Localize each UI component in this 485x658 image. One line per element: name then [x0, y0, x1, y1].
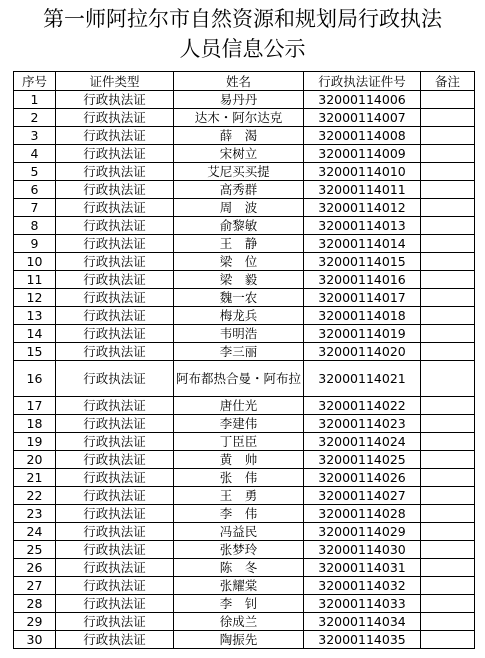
cell-index: 23 [14, 505, 56, 523]
cell-name: 丁臣臣 [174, 433, 304, 451]
cell-cert-type: 行政执法证 [56, 487, 174, 505]
cell-note [421, 469, 475, 487]
personnel-table [13, 71, 475, 649]
cell-cert-type: 行政执法证 [56, 325, 174, 343]
cell-note [421, 361, 475, 397]
header-index: 序号 [14, 72, 56, 91]
table-row [14, 163, 475, 181]
cell-cert-type: 行政执法证 [56, 397, 174, 415]
cell-index: 12 [14, 289, 56, 307]
cell-cert-number: 32000114011 [304, 181, 421, 199]
header-name: 姓名 [174, 72, 304, 91]
cell-index: 9 [14, 235, 56, 253]
cell-cert-type: 行政执法证 [56, 559, 174, 577]
table-row [14, 469, 475, 487]
cell-cert-type: 行政执法证 [56, 523, 174, 541]
cell-index: 22 [14, 487, 56, 505]
cell-cert-type: 行政执法证 [56, 181, 174, 199]
table-row [14, 199, 475, 217]
cell-name: 梅龙兵 [174, 307, 304, 325]
table-row [14, 109, 475, 127]
cell-cert-number: 32000114033 [304, 595, 421, 613]
table-row [14, 433, 475, 451]
cell-note [421, 199, 475, 217]
cell-note [421, 145, 475, 163]
header-cert-type: 证件类型 [56, 72, 174, 91]
cell-cert-number: 32000114032 [304, 577, 421, 595]
cell-note [421, 487, 475, 505]
cell-index: 25 [14, 541, 56, 559]
cell-cert-type: 行政执法证 [56, 235, 174, 253]
cell-cert-number: 32000114015 [304, 253, 421, 271]
table-row [14, 397, 475, 415]
cell-note [421, 595, 475, 613]
cell-cert-type: 行政执法证 [56, 451, 174, 469]
cell-cert-number: 32000114024 [304, 433, 421, 451]
table-row [14, 487, 475, 505]
cell-note [421, 325, 475, 343]
cell-cert-type: 行政执法证 [56, 577, 174, 595]
cell-name: 阿布都热合曼・阿布拉 [174, 361, 304, 397]
cell-cert-type: 行政执法证 [56, 613, 174, 631]
cell-name: 李 伟 [174, 505, 304, 523]
table-row [14, 451, 475, 469]
cell-index: 27 [14, 577, 56, 595]
cell-index: 7 [14, 199, 56, 217]
cell-note [421, 451, 475, 469]
cell-cert-number: 32000114006 [304, 91, 421, 109]
table-row [14, 595, 475, 613]
table-row [14, 253, 475, 271]
header-cert-number: 行政执法证件号 [304, 72, 421, 91]
table-row [14, 415, 475, 433]
table-row [14, 541, 475, 559]
cell-cert-number: 32000114016 [304, 271, 421, 289]
cell-index: 13 [14, 307, 56, 325]
cell-index: 1 [14, 91, 56, 109]
cell-cert-number: 32000114035 [304, 631, 421, 649]
table-row [14, 559, 475, 577]
cell-cert-number: 32000114014 [304, 235, 421, 253]
cell-index: 6 [14, 181, 56, 199]
cell-index: 10 [14, 253, 56, 271]
cell-note [421, 289, 475, 307]
cell-index: 2 [14, 109, 56, 127]
cell-index: 19 [14, 433, 56, 451]
cell-cert-number: 32000114026 [304, 469, 421, 487]
cell-cert-type: 行政执法证 [56, 289, 174, 307]
cell-name: 俞黎敏 [174, 217, 304, 235]
cell-cert-type: 行政执法证 [56, 505, 174, 523]
cell-cert-type: 行政执法证 [56, 595, 174, 613]
cell-cert-type: 行政执法证 [56, 163, 174, 181]
table-row [14, 361, 475, 397]
table-row [14, 91, 475, 109]
cell-name: 黄 帅 [174, 451, 304, 469]
cell-name: 陶振先 [174, 631, 304, 649]
cell-index: 20 [14, 451, 56, 469]
cell-cert-number: 32000114019 [304, 325, 421, 343]
cell-cert-number: 32000114013 [304, 217, 421, 235]
cell-note [421, 127, 475, 145]
cell-cert-number: 32000114023 [304, 415, 421, 433]
cell-name: 周 波 [174, 199, 304, 217]
cell-name: 韦明浩 [174, 325, 304, 343]
cell-cert-type: 行政执法证 [56, 631, 174, 649]
cell-cert-number: 32000114031 [304, 559, 421, 577]
cell-index: 17 [14, 397, 56, 415]
cell-cert-number: 32000114021 [304, 361, 421, 397]
cell-cert-number: 32000114022 [304, 397, 421, 415]
cell-index: 3 [14, 127, 56, 145]
cell-note [421, 163, 475, 181]
cell-index: 11 [14, 271, 56, 289]
cell-name: 梁 位 [174, 253, 304, 271]
cell-cert-number: 32000114012 [304, 199, 421, 217]
cell-cert-number: 32000114030 [304, 541, 421, 559]
cell-cert-number: 32000114017 [304, 289, 421, 307]
table-row [14, 307, 475, 325]
cell-name: 高秀群 [174, 181, 304, 199]
cell-note [421, 415, 475, 433]
cell-cert-type: 行政执法证 [56, 127, 174, 145]
cell-name: 李建伟 [174, 415, 304, 433]
cell-name: 王 勇 [174, 487, 304, 505]
cell-name: 张耀棠 [174, 577, 304, 595]
cell-note [421, 559, 475, 577]
cell-note [421, 397, 475, 415]
cell-note [421, 271, 475, 289]
cell-note [421, 631, 475, 649]
table-row [14, 343, 475, 361]
cell-name: 魏一农 [174, 289, 304, 307]
table-row [14, 181, 475, 199]
cell-name: 梁 毅 [174, 271, 304, 289]
cell-note [421, 505, 475, 523]
cell-name: 王 静 [174, 235, 304, 253]
cell-note [421, 541, 475, 559]
cell-cert-number: 32000114027 [304, 487, 421, 505]
cell-note [421, 109, 475, 127]
cell-cert-number: 32000114034 [304, 613, 421, 631]
cell-index: 16 [14, 361, 56, 397]
cell-cert-type: 行政执法证 [56, 253, 174, 271]
cell-note [421, 307, 475, 325]
title-line-1: 第一师阿拉尔市自然资源和规划局行政执法 [43, 7, 442, 31]
cell-index: 29 [14, 613, 56, 631]
cell-note [421, 343, 475, 361]
cell-index: 24 [14, 523, 56, 541]
cell-cert-number: 32000114018 [304, 307, 421, 325]
cell-cert-type: 行政执法证 [56, 145, 174, 163]
cell-index: 4 [14, 145, 56, 163]
table-row [14, 613, 475, 631]
cell-note [421, 613, 475, 631]
table-row [14, 577, 475, 595]
cell-name: 艾尼买买提 [174, 163, 304, 181]
table-row [14, 235, 475, 253]
cell-name: 达木・阿尔达克 [174, 109, 304, 127]
cell-name: 易丹丹 [174, 91, 304, 109]
cell-cert-type: 行政执法证 [56, 91, 174, 109]
cell-cert-number: 32000114009 [304, 145, 421, 163]
cell-index: 30 [14, 631, 56, 649]
cell-cert-type: 行政执法证 [56, 307, 174, 325]
table-row [14, 217, 475, 235]
table-row [14, 145, 475, 163]
cell-name: 徐成兰 [174, 613, 304, 631]
cell-name: 张梦玲 [174, 541, 304, 559]
cell-index: 8 [14, 217, 56, 235]
cell-cert-type: 行政执法证 [56, 109, 174, 127]
table-row [14, 505, 475, 523]
cell-cert-number: 32000114029 [304, 523, 421, 541]
cell-cert-number: 32000114007 [304, 109, 421, 127]
cell-cert-number: 32000114028 [304, 505, 421, 523]
cell-name: 冯益民 [174, 523, 304, 541]
cell-index: 18 [14, 415, 56, 433]
cell-cert-type: 行政执法证 [56, 415, 174, 433]
cell-cert-type: 行政执法证 [56, 361, 174, 397]
title-line-2: 人员信息公示 [179, 37, 306, 61]
cell-cert-number: 32000114008 [304, 127, 421, 145]
table-header-row [14, 72, 475, 91]
cell-index: 5 [14, 163, 56, 181]
cell-name: 宋树立 [174, 145, 304, 163]
cell-index: 21 [14, 469, 56, 487]
cell-index: 15 [14, 343, 56, 361]
cell-index: 28 [14, 595, 56, 613]
table-body [14, 91, 475, 649]
table-row [14, 127, 475, 145]
cell-cert-type: 行政执法证 [56, 541, 174, 559]
table-row [14, 631, 475, 649]
cell-name: 李 钊 [174, 595, 304, 613]
table-row [14, 523, 475, 541]
cell-note [421, 577, 475, 595]
cell-index: 26 [14, 559, 56, 577]
cell-note [421, 235, 475, 253]
cell-name: 张 伟 [174, 469, 304, 487]
cell-cert-type: 行政执法证 [56, 199, 174, 217]
cell-note [421, 217, 475, 235]
cell-cert-type: 行政执法证 [56, 217, 174, 235]
table-row [14, 271, 475, 289]
cell-name: 薛 渴 [174, 127, 304, 145]
cell-note [421, 433, 475, 451]
cell-cert-type: 行政执法证 [56, 343, 174, 361]
cell-name: 陈 冬 [174, 559, 304, 577]
cell-cert-type: 行政执法证 [56, 271, 174, 289]
cell-note [421, 523, 475, 541]
table-row [14, 325, 475, 343]
cell-name: 唐仕光 [174, 397, 304, 415]
cell-cert-number: 32000114025 [304, 451, 421, 469]
cell-cert-type: 行政执法证 [56, 433, 174, 451]
header-note: 备注 [421, 72, 475, 91]
cell-cert-type: 行政执法证 [56, 469, 174, 487]
cell-cert-number: 32000114010 [304, 163, 421, 181]
cell-note [421, 181, 475, 199]
cell-cert-number: 32000114020 [304, 343, 421, 361]
cell-note [421, 253, 475, 271]
cell-name: 李三丽 [174, 343, 304, 361]
cell-note [421, 91, 475, 109]
cell-index: 14 [14, 325, 56, 343]
page-title [0, 4, 485, 64]
table-row [14, 289, 475, 307]
